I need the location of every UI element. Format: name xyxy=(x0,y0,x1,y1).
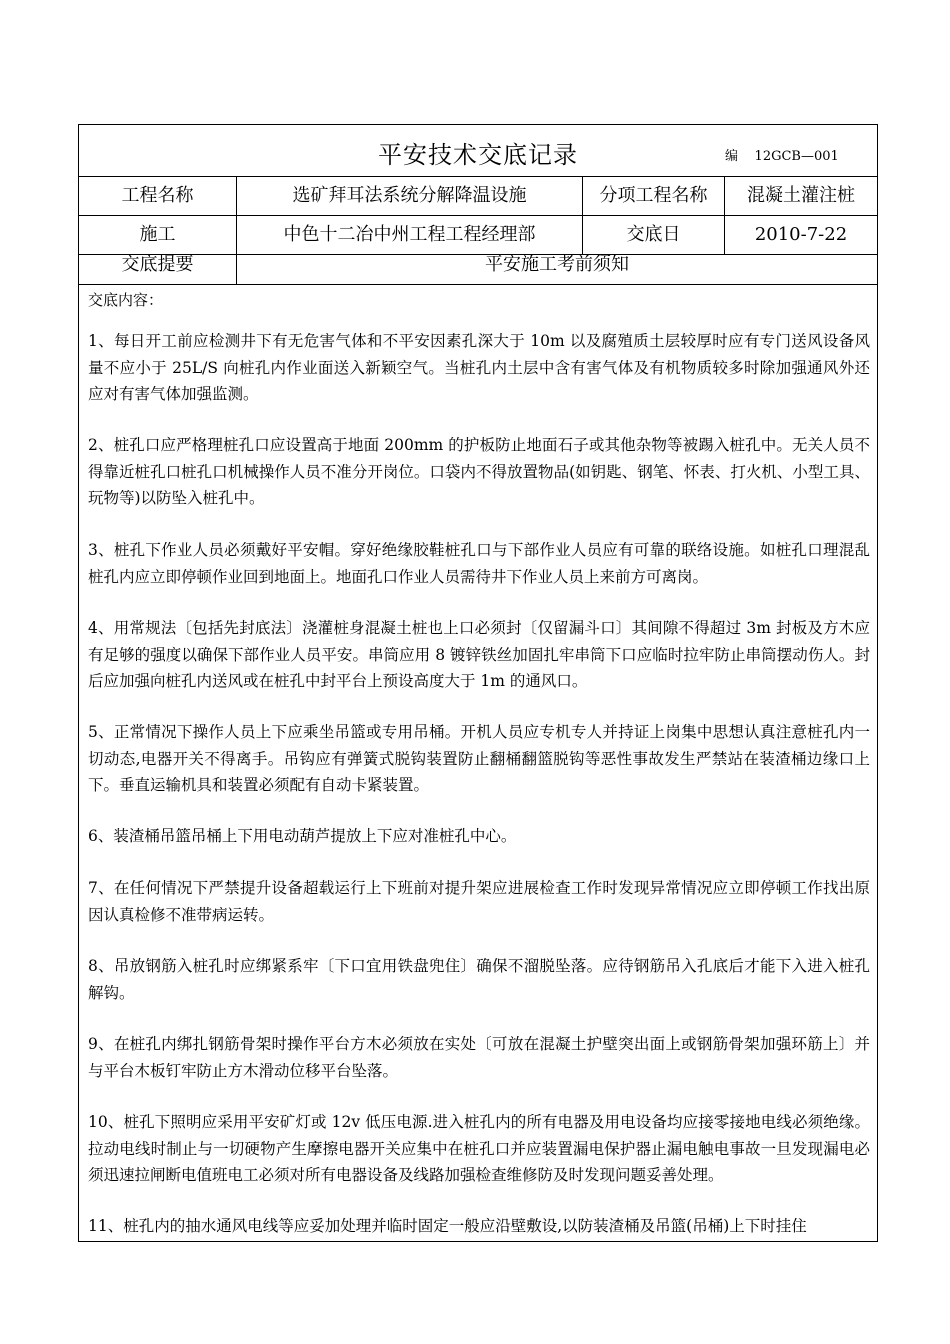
contractor-label: 施工 xyxy=(139,224,176,245)
disclosure-date-value: 2010-7-22 xyxy=(724,216,877,254)
project-row xyxy=(79,177,877,216)
document-title: 平安技术交底记录 xyxy=(378,141,578,169)
content-paragraph: 9、在桩孔内绑扎钢筋骨架时操作平台方木必须放在实处〔可放在混凝土护壁突出面上或钢筋骨架加强环筋上〕并与平台木板钉牢防止方木滑动位移平台坠落。 xyxy=(88,1035,870,1080)
content-paragraph: 4、用常规法〔包括先封底法〕浇灌桩身混凝土桩也上口必须封〔仅留漏斗口〕其间隙不得超过 3m 封板及方木应有足够的强度以确保下部作业人员平安。串筒应用 8 镀锌铁丝加固扎牢串筒下口应临时拉牢防止串筒摆动伤人。封后应加强向桩孔内送风或在桩孔中封平台上预设高度大于 1m 的通风口。 xyxy=(88,619,870,690)
content-paragraph: 2、桩孔口应严格理桩孔口应设置高于地面 200mm 的护板防止地面石子或其他杂物等被踢入桩孔中。无关人员不得靠近桩孔口桩孔口机械操作人员不准分开岗位。口袋内不得放置物品(如钥匙、钢笔、怀表、打火机、小型工具、玩物等)以防坠入桩孔中。 xyxy=(88,436,870,507)
title-row xyxy=(79,125,877,177)
content-paragraph: 10、桩孔下照明应采用平安矿灯或 12v 低压电源.进入桩孔内的所有电器及用电设备均应接零接地电线必须绝缘。拉动电线时制止与一切硬物产生摩擦电器开关应集中在桩孔口并应装置漏电保护器止漏电触电事故一旦发现漏电必须迅速拉闸断电值班电工必须对所有电器设备及线路加强检查维修防及时发现问题妥善处理。 xyxy=(88,1113,870,1184)
content-paragraph: 11、桩孔内的抽水通风电线等应妥加处理并临时固定一般应沿壁敷设,以防装渣桶及吊篮(吊桶)上下时挂住 xyxy=(88,1217,807,1235)
disclosure-record-table xyxy=(78,124,878,1242)
content-paragraph: 8、吊放钢筋入桩孔时应绑紧系牢〔下口宜用铁盘兜住〕确保不溜脱坠落。应待钢筋吊入孔底后才能下入进入桩孔解钩。 xyxy=(88,957,870,1002)
contractor-value: 中色十二冶中州工程工程经理部 xyxy=(236,216,582,254)
disclosure-date-label: 交底日 xyxy=(582,216,724,254)
content-paragraph: 3、桩孔下作业人员必须戴好平安帽。穿好绝缘胶鞋桩孔口与下部作业人员应有可靠的联络设施。如桩孔口理混乱桩孔内应立即停顿作业回到地面上。地面孔口作业人员需待井下作业人员上来前方可离岗。 xyxy=(88,541,870,586)
document-code xyxy=(725,145,839,164)
content-paragraph: 5、正常情况下操作人员上下应乘坐吊篮或专用吊桶。开机人员应专机专人并持证上岗集中思想认真注意桩孔内一切动态,电器开关不得离手。吊钩应有弹簧式脱钩装置防止翻桶翻篮脱钩等恶性事故发生严禁站在装渣桶边缘口上下。垂直运输机具和装置必须配有自动卡紧装置。 xyxy=(88,723,870,794)
subproject-name-value: 混凝土灌注桩 xyxy=(724,177,877,215)
project-name-value: 选矿拜耳法系统分解降温设施 xyxy=(236,177,582,215)
content-label: 交底内容： xyxy=(88,291,164,309)
content-paragraph: 7、在任何情况下严禁提升设备超载运行上下班前对提升架应进展检查工作时发现异常情况应立即停顿工作找出原因认真检修不准带病运转。 xyxy=(88,879,870,924)
project-name-label: 工程名称 xyxy=(121,185,194,206)
subproject-name-label: 分项工程名称 xyxy=(582,177,724,215)
summary-value: 平安施工考前须知 xyxy=(236,246,877,284)
code-label: 编 xyxy=(725,149,739,164)
code-value: 12GCB—001 xyxy=(754,149,839,164)
content-paragraph: 6、装渣桶吊篮吊桶上下用电动葫芦提放上下应对准桩孔中心。 xyxy=(88,827,517,845)
content-paragraph: 1、每日开工前应检测井下有无危害气体和不平安因素孔深大于 10m 以及腐殖质土层较厚时应有专门送风设备风量不应小于 25L/S 向桩孔内作业面送入新颖空气。当桩孔内土层中含有害气体及有机物质较多时除加强通风外还应对有害气体加强监测。 xyxy=(88,332,870,403)
summary-label: 交底提要 xyxy=(121,254,194,275)
summary-row xyxy=(79,246,877,285)
